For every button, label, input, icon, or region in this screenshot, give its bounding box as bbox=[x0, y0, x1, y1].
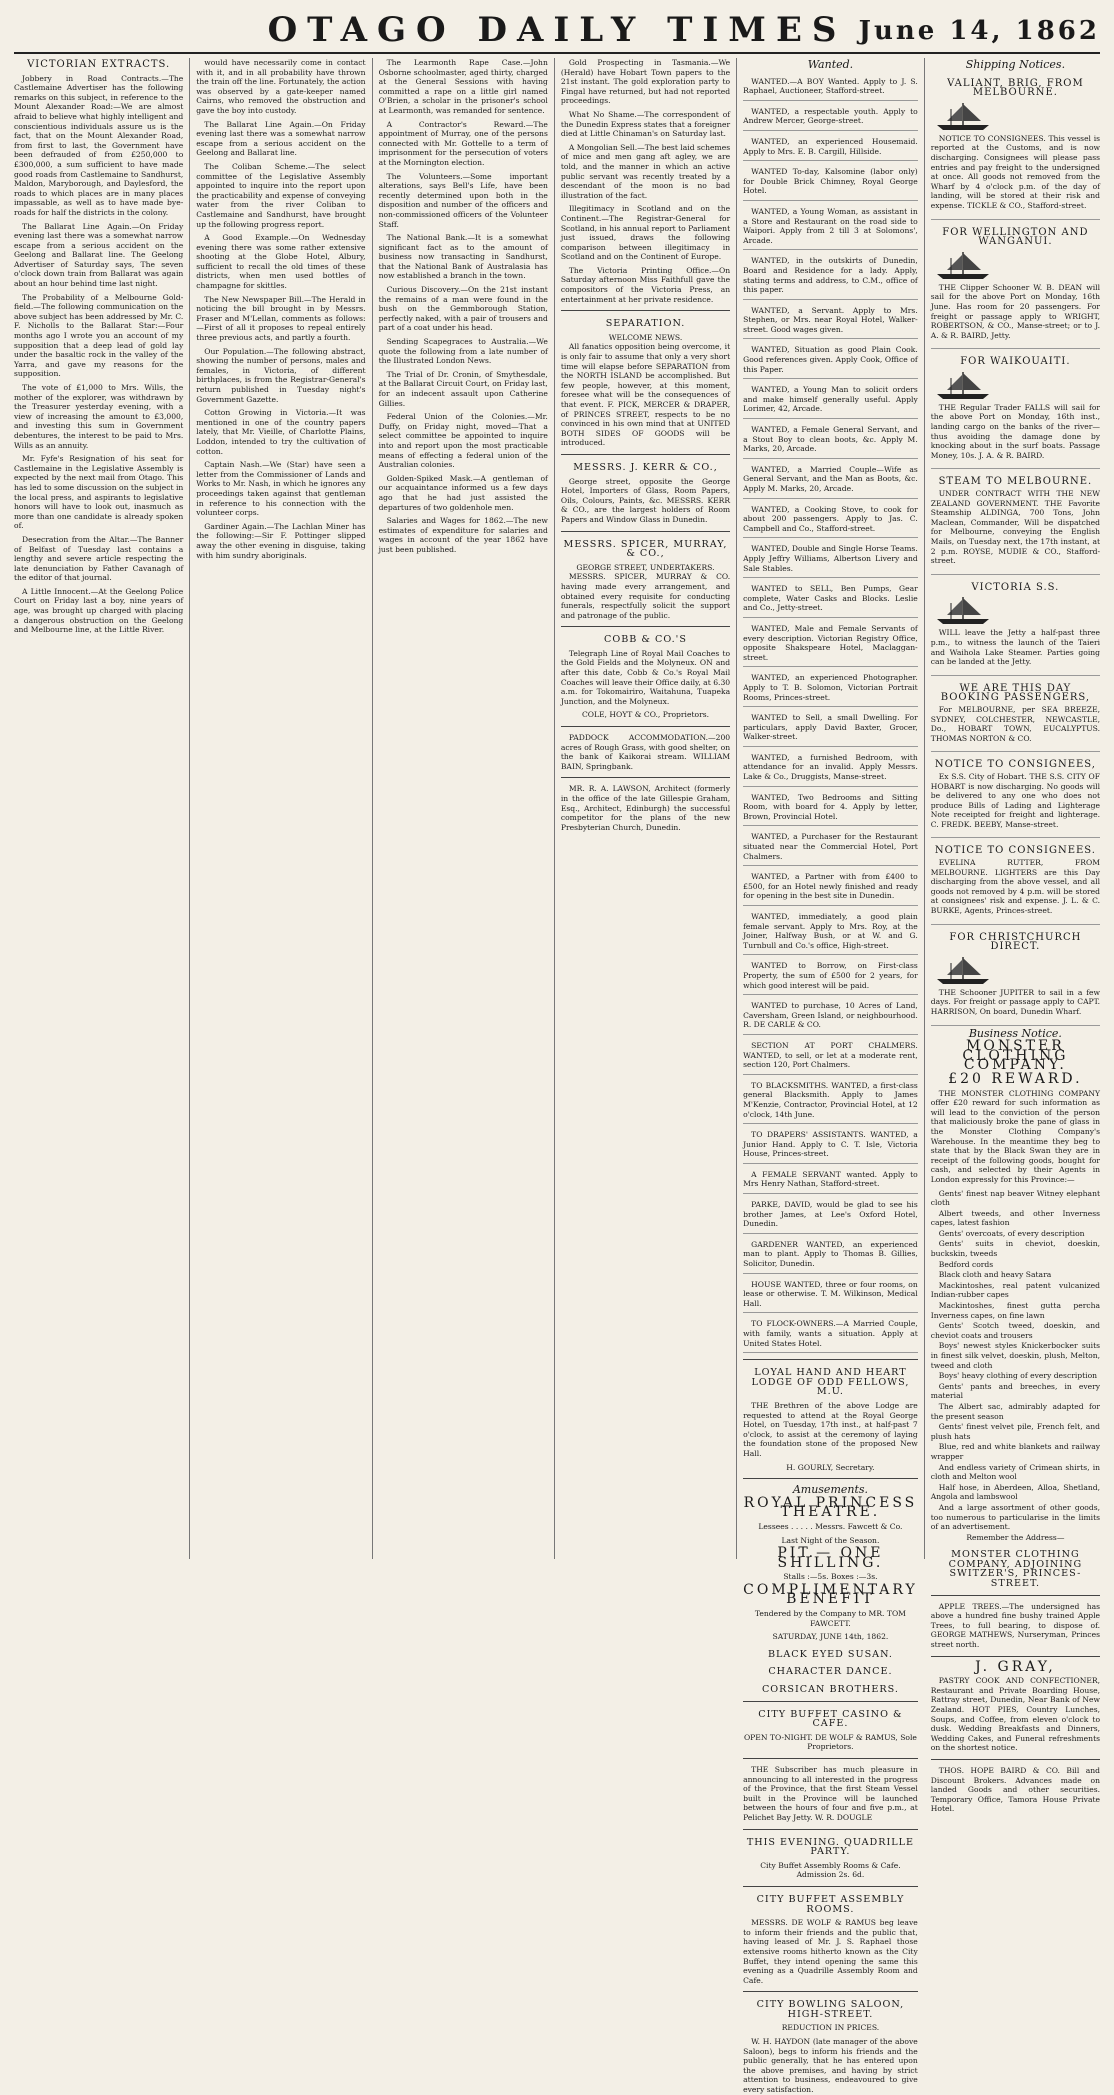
shipping-ad-text: EVELINA RUTTER, FROM MELBOURNE. LIGHTERS are this Day discharging from the above vessel, and all goods not removed by 4 p.m. will be stored at consignees' risk and expense. J. L. & C. BURKE, Agents, Princes-street. bbox=[930, 858, 1101, 916]
ad-text: PADDOCK ACCOMMODATION.—200 acres of Rough Grass, with good shelter, on the bank of Kaikorai stream. WILLIAM BAIN, Springbank. bbox=[560, 733, 731, 771]
ship-icon bbox=[931, 370, 1100, 400]
shipping-ad-heading: VICTORIA S.S. bbox=[971, 581, 1060, 593]
article-paragraph: A Mongolian Sell.—The best laid schemes of mice and men gang aft agley, we are told, and the manner in which an active public servant was recently treated by a descendant of the moon is no bad illustration of the fact. bbox=[560, 142, 731, 200]
wanted-ad: WANTED, a Young Woman, as assistant in a Store and Restaurant on the road side to Waipori. Apply from 2 till 3 at Solomons', Arcade. bbox=[743, 204, 918, 250]
article-paragraph: The Volunteers.—Some important alterations, says Bell's Life, have been recently determined upon both in the disposition and number of the officers and non-commissioned officers of the Volunteer Staff. bbox=[378, 171, 548, 229]
ad-heading: THIS EVENING. QUADRILLE PARTY. bbox=[746, 1836, 915, 1858]
goods-item: Half hose, in Aberdeen, Alloa, Shetland, Angola and lambswool bbox=[930, 1482, 1101, 1502]
shipping-ad-heading: NOTICE TO CONSIGNEES. bbox=[934, 845, 1096, 857]
wanted-list bbox=[743, 74, 918, 1354]
ad-text: All fanatics opposition being overcome, it is only fair to assume that only a very short time will elapse before SEPARATION from the NORTH ISLAND be accomplished. But few people, however, at this moment, foresee what will be the consequences of that event. F. PICK, MERCER & DRAPER, of PRINCES STREET, respects to be no convinced in his own mind that at UNITED BOTH SIDES OF GOODS will be introduced. bbox=[560, 342, 731, 448]
seat-prices: Stalls :—5s. Boxes :—3s. bbox=[783, 1572, 878, 1582]
pit-price: PIT.— ONE SHILLING. bbox=[777, 1545, 884, 1571]
wanted-ad: WANTED to Sell, a small Dwelling. For particulars, apply David Baxter, Grocer, Walker-street. bbox=[743, 710, 918, 747]
divider bbox=[561, 454, 730, 455]
goods-item: Black cloth and heavy Satara bbox=[938, 1270, 1052, 1280]
ad-text: W. H. HAYDON (late manager of the above Saloon), begs to inform his friends and the public generally, that he has entered upon the above premises, and having by strict attention to business, endeavoured to give every satisfaction. bbox=[743, 2037, 918, 2095]
shipping-ad-text: THE Schooner JUPITER to sail in a few days. For freight or passage apply to CAPT. HARRISON, On board, Dunedin Wharf. bbox=[930, 987, 1101, 1016]
wanted-ad: WANTED.—A BOY Wanted. Apply to J. S. Raphael, Auctioneer, Stafford-street. bbox=[743, 74, 918, 101]
ad-text: OPEN TO-NIGHT. DE WOLF & RAMUS, Sole Proprietors. bbox=[743, 1732, 917, 1752]
article-paragraph: Cotton Growing in Victoria.—It was mentioned in one of the country papers lately, that Mr. Vieille, of Charlotte Plains, Loddon, intended to try the cultivation of cotton. bbox=[196, 408, 366, 456]
ad-heading: MONSTER CLOTHING COMPANY, ADJOINING SWITZER'S, PRINCES-STREET. bbox=[948, 1549, 1083, 1590]
column-6 bbox=[924, 58, 1101, 1814]
article-paragraph: The Victoria Printing Office.—On Saturday afternoon Miss Faithfull gave the compositors of the Victoria Press, an entertainment at her private residence. bbox=[560, 265, 731, 304]
goods-item: And endless variety of Crimean shirts, in cloth and Melton wool bbox=[930, 1462, 1101, 1482]
article-paragraph: The Probability of a Melbourne Gold-field.—The following communication on the above subject has been addressed by Mr. C. F. Nicholls to the Ballarat Star:—Four months ago I wrote you an account of my supposition that a deep lead of gold lay under the basaltic rock in the valley of the Yarra, and gave my reasons for the supposition. bbox=[14, 292, 184, 379]
ad-subheading: WELCOME NEWS. bbox=[608, 332, 683, 342]
goods-item: The Albert sac, admirably adapted for the present season bbox=[930, 1401, 1101, 1421]
benefit-tendered: Tendered by the Company to MR. TOM FAWCETT. bbox=[754, 1609, 906, 1628]
shipping-ad-heading: NOTICE TO CONSIGNEES, bbox=[934, 759, 1096, 771]
columns bbox=[14, 58, 1101, 2095]
shipping-ad-text: THE Clipper Schooner W. B. DEAN will sail for the above Port on Monday, 16th June. Has room for 20 passengers. For freight or passage apply to WRIGHT, ROBERTSON, & CO., Manse-street; or to J. A. & R. BAIRD, Jetty. bbox=[930, 282, 1101, 340]
ad-text: THE Subscriber has much pleasure in announcing to all interested in the progress of the Province, that the first Steam Vessel built in the Province will be launched between the hours of four and five p.m., at Pelichet Bay Jetty. W. R. DOUGLE bbox=[743, 1765, 918, 1822]
ship-icon bbox=[931, 595, 1100, 625]
ad-text: APPLE TREES.—The undersigned has above a hundred fine bushy trained Apple Trees, to full bearing, to dispose of. GEORGE MATHEWS, Nurseryman, Princes street north. bbox=[930, 1601, 1101, 1650]
wanted-ad: WANTED, an experienced Housemaid. Apply to Mrs. E. B. Cargill, Hillside. bbox=[743, 134, 918, 161]
ad-heading: MESSRS. SPICER, MURRAY, & CO., bbox=[563, 538, 728, 560]
divider bbox=[561, 531, 730, 532]
ad-heading: CITY BUFFET ASSEMBLY ROOMS. bbox=[756, 1893, 905, 1915]
play-title: BLACK EYED SUSAN. bbox=[767, 1648, 893, 1660]
wanted-ad: WANTED, Two Bedrooms and Sitting Room, with board for 4. Apply by letter, Brown, Provincial Hotel. bbox=[743, 790, 918, 827]
wanted-ad: WANTED, a Partner with from £400 to £500, for an Hotel newly finished and ready for opening in the best site in Dunedin. bbox=[743, 869, 918, 906]
article-paragraph: Our Population.—The following abstract, showing the number of persons, males and females, in Victoria, of different birthplaces, is from the Registrar-General's return published in Tuesday night's Government Gazette. bbox=[196, 346, 366, 404]
wanted-ad: WANTED, a Purchaser for the Restaurant situated near the Commercial Hotel, Port Chalmers. bbox=[743, 829, 918, 866]
section-heading: VICTORIAN EXTRACTS. bbox=[27, 59, 171, 70]
article-paragraph: A Little Innocent.—At the Geelong Police Court on Friday last a boy, nine years of age, was brought up charged with placing a dangerous obstruction on the Geelong and Melbourne line, at the Little River. bbox=[14, 586, 184, 635]
column-5 bbox=[736, 58, 924, 2095]
article-paragraph: The National Bank.—It is a somewhat significant fact as to the amount of business now transacting in Sandhurst, that the National Bank of Australasia has now established a branch in the town. bbox=[378, 233, 548, 281]
ad-text: THE Brethren of the above Lodge are requested to attend at the Royal George Hotel, on Tuesday, 17th inst., at half-past 7 o'clock, to assist at the ceremony of laying the foundation stone of the proposed New Hall. bbox=[743, 1400, 918, 1458]
divider bbox=[743, 1478, 918, 1479]
ad-heading: LOYAL HAND AND HEART LODGE OF ODD FELLOWS, M.U. bbox=[751, 1367, 910, 1398]
goods-item: Bedford cords bbox=[938, 1259, 994, 1269]
shipping-ad-heading: FOR CHRISTCHURCH DIRECT. bbox=[949, 931, 1082, 953]
shipping-ad-text: THE Regular Trader FALLS will sail for the above Port on Monday, 16th inst., landing cargo on the banks of the river—thus avoiding the damage done by knocking about in the surf boats. Passage Money, 10s. J. A. & R. BAIRD. bbox=[930, 402, 1101, 460]
divider bbox=[743, 1359, 918, 1360]
wanted-ad: TO DRAPERS' ASSISTANTS. WANTED, a Junior Hand. Apply to C. T. Isle, Victoria House, Princes-street. bbox=[743, 1127, 918, 1164]
theatre-heading: ROYAL PRINCESS THEATRE. bbox=[743, 1494, 918, 1521]
divider bbox=[561, 626, 730, 627]
shipping-ad bbox=[931, 578, 1100, 676]
play-title: CORSICAN BROTHERS. bbox=[761, 1684, 899, 1696]
article-paragraph: The Learmonth Rape Case.—John Osborne schoolmaster, aged thirty, charged at the General Sessions with having committed a rape on a little girl named O'Brien, a scholar in the prisoner's school at Learmonth, was remanded for sentence. bbox=[378, 58, 548, 115]
divider bbox=[931, 1595, 1100, 1596]
shipping-ad-heading: WE ARE THIS DAY BOOKING PASSENGERS, bbox=[940, 682, 1091, 704]
divider bbox=[743, 1758, 918, 1759]
shipping-ad bbox=[931, 841, 1100, 924]
monster-heading: MONSTER CLOTHING COMPANY. bbox=[962, 1038, 1069, 1074]
goods-item: Mackintoshes, finest gutta percha Inverness capes, on fine lawn bbox=[930, 1301, 1101, 1320]
ad-heading: MESSRS. J. KERR & CO., bbox=[573, 461, 718, 473]
ad-subheading: GEORGE STREET, UNDERTAKERS. bbox=[576, 562, 715, 572]
shipping-ad-text: Ex S.S. City of Hobart. THE S.S. CITY OF HOBART is now discharging. No goods will be delivered to any one who does not produce Bills of Lading and Lighterage Note receipted for freight and lighterage. C. FREDK. BEEBY, Manse-street. bbox=[930, 771, 1101, 829]
shipping-ad-heading: VALIANT, BRIG, FROM MELBOURNE. bbox=[947, 77, 1084, 99]
shipping-ad-text: NOTICE TO CONSIGNEES. This vessel is reported at the Customs, and is now discharging. Consignees will please pass entries and pay freight to the undersigned at once. All goods not removed from the Wharf by 4 o'clock p.m. of the day of landing, will be stored at their risk and expense. TICKLE & CO., Stafford-street. bbox=[930, 133, 1101, 210]
shipping-ads bbox=[931, 74, 1100, 1026]
article-paragraph: Mr. Fyfe's Resignation of his seat for Castlemaine in the Legislative Assembly is expected by the next mail from Otago. This has led to some discussion on the subject in the local press, and aspirants to legislative honors will have to look out, inasmuch as more than one candidate is already spoken of. bbox=[14, 454, 184, 531]
shipping-ad-text: WILL leave the Jetty a half-past three p.m., to witness the launch of the Taieri and Waihola Lake Steamer. Parties going can be landed at the Jetty. bbox=[930, 628, 1101, 667]
article-paragraph: Gold Prospecting in Tasmania.—We (Herald) have Hobart Town papers to the 21st instant. The gold exploration party to Fingal have returned, but had not reported proceedings. bbox=[560, 58, 731, 106]
wanted-ad: WANTED, a Cooking Stove, to cook for about 200 passengers. Apply to Jas. C. Campbell and Co., Stafford-street. bbox=[743, 502, 918, 539]
wanted-ad: WANTED, an experienced Photographer. Apply to T. B. Solomon, Victorian Portrait Rooms, Princes-street. bbox=[743, 670, 918, 707]
ad-text: City Buffet Assembly Rooms & Cafe. Admission 2s. 6d. bbox=[760, 1860, 901, 1880]
ad-text: MR. R. A. LAWSON, Architect (formerly in the office of the late Gillespie Graham, Esq., Architect, Edinburgh) the successful competitor for the plans of the new Presbyterian Church, Dunedin. bbox=[560, 784, 731, 832]
section-heading: Amusements. bbox=[792, 1483, 869, 1497]
ad-text: George street, opposite the George Hotel, Importers of Glass, Room Papers, Oils, Colours, Paints, &c. MESSRS. KERR & CO., are the largest holders of Room Papers and Window Glass in Dunedin. bbox=[560, 476, 731, 524]
wanted-ad: HOUSE WANTED, three or four rooms, on lease or otherwise. T. M. Wilkinson, Medical Hall. bbox=[743, 1277, 918, 1314]
wanted-ad: WANTED, a Married Couple—Wife as General Servant, and the Man as Boots, &c. Apply M. Marks, 20, Arcade. bbox=[743, 462, 918, 499]
ad-text: Remember the Address— bbox=[966, 1532, 1065, 1542]
shipping-ad bbox=[931, 755, 1100, 838]
article-paragraph: A Good Example.—On Wednesday evening there was some rather extensive shooting at the Globe Hotel, Albury, sufficient to recall the old times of these districts, when men used bottles of champagne for skittles. bbox=[196, 233, 366, 291]
benefit-heading: COMPLIMENTARY BENEFIT bbox=[743, 1581, 918, 1608]
divider bbox=[931, 1759, 1100, 1760]
ad-text: PASTRY COOK AND CONFECTIONER, Restaurant and Private Boarding House, Rattray street, Dunedin, Near Bank of New Zealand. HOT PIES, Country Lunches, Soups, and Coffee, from eleven o'clock to dusk. Wedding Breakfasts and Dinners, Wedding Cakes, and Funeral refreshments on the shortest notice. bbox=[930, 1676, 1101, 1753]
shipping-ad bbox=[931, 223, 1100, 350]
shipping-ad bbox=[931, 74, 1100, 220]
column-2 bbox=[189, 58, 371, 1559]
ad-text: MESSRS. SPICER, MURRAY & CO. having made every arrangement, and obtained every requisite for conducting funerals, respectfully solicit the support and patronage of the public. bbox=[560, 572, 731, 620]
goods-item: Boys' newest styles Knickerbocker suits in finest silk velvet, doeskin, plush, Melton, tweed and cloth bbox=[930, 1341, 1101, 1370]
goods-item: Gents' overcoats, of every description bbox=[938, 1228, 1085, 1238]
goods-item: Blue, red and white blankets and railway wrapper bbox=[930, 1442, 1101, 1461]
divider bbox=[743, 1991, 918, 1992]
ad-signature: COLE, HOYT & CO., Proprietors. bbox=[581, 710, 710, 720]
wanted-ad: TO BLACKSMITHS. WANTED, a first-class general Blacksmith. Apply to James M'Kenzie, Contractor, Provincial Hotel, at 12 o'clock, 14th June. bbox=[743, 1078, 918, 1124]
article-paragraph: Desecration from the Altar.—The Banner of Belfast of Tuesday last contains a lengthy and severe article respecting the late denunciation by Father Cavanagh of the editor of that journal. bbox=[14, 534, 184, 583]
article-paragraph: The Coliban Scheme.—The select committee of the Legislative Assembly appointed to inquire into the report upon the practicability and expense of conveying water from the river Coliban to Castlemaine and Sandhurst, have brought up the following progress report. bbox=[196, 161, 366, 229]
article-paragraph: Curious Discovery.—On the 21st instant the remains of a man were found in the bush on the Gemmborough Station, perfectly naked, with a pair of trousers and part of a coat under his head. bbox=[378, 285, 548, 333]
ad-subheading: REDUCTION IN PRICES. bbox=[781, 2023, 880, 2033]
wanted-ad: WANTED, a Young Man to solicit orders and make himself generally useful. Apply Lorimer, 42, Arcade. bbox=[743, 382, 918, 419]
gray-heading: J. GRAY, bbox=[975, 1658, 1056, 1675]
article-paragraph: Salaries and Wages for 1862.—The new estimates of expenditure for salaries and wages in account of the year 1862 have just been published. bbox=[378, 516, 548, 554]
ad-text: THE MONSTER CLOTHING COMPANY offer £20 reward for such information as will lead to the conviction of the person that maliciously broke the pane of glass in the Monster Clothing Company's Warehouse. In the meantime they beg to state that by the Black Swan they are in receipt of the following goods, bought for cash, and selected by their Agents in London expressly for this Province:— bbox=[930, 1088, 1101, 1184]
masthead bbox=[14, 10, 1100, 54]
goods-item: Gents' Scotch tweed, doeskin, and cheviot coats and trousers bbox=[930, 1321, 1101, 1340]
ad-heading: CITY BOWLING SALOON, HIGH-STREET. bbox=[756, 1999, 905, 2020]
shipping-ad-text: UNDER CONTRACT WITH THE NEW ZEALAND GOVERNMENT. THE Favorite Steamship ALDINGA, 700 Tons, John Maclean, Commander, Will be dispatched for Melbourne, conveying the English Mails, on Tuesday next, the 17th instant, at 2 p.m. ROYSE, MUDIE & CO., Stafford-street. bbox=[930, 489, 1101, 566]
theatre-lessees: Lessees . . . . . Messrs. Fawcett & Co. bbox=[758, 1521, 903, 1531]
article-paragraph: The Ballarat Line Again.—On Friday evening last there was a somewhat narrow escape from a serious accident on the Geelong and Ballarat line. The Geelong Advertiser of Saturday says, The seven o'clock down train from Ballarat was again about an hour behind time last night. bbox=[14, 221, 184, 289]
section-heading: Wanted. bbox=[807, 58, 854, 71]
ship-icon bbox=[931, 101, 1100, 131]
goods-item: Gents' finest velvet pile, French felt, and plush hats bbox=[930, 1422, 1101, 1441]
article-paragraph: Illegitimacy in Scotland and on the Continent.—The Registrar-General for Scotland, in his annual report to Parliament just issued, draws the following comparison between illegitimacy in Scotland and on the Continent of Europe. bbox=[560, 204, 731, 262]
ad-heading: CITY BUFFET CASINO & CAFE. bbox=[758, 1708, 903, 1730]
shipping-ad-heading: FOR WELLINGTON AND WANGANUI. bbox=[942, 226, 1089, 248]
article-paragraph: Jobbery in Road Contracts.—The Castlemaine Advertiser has the following remarks on this subject, in reference to the Mount Alexander Road:—We are almost afraid to believe what highly intelligent and conscientious individuals assure us is the fact, that on the Mount Alexander Road, from first to last, the Government have been defrauded of from £250,000 to £300,000, a sum sufficient to have made good roads from Castlemaine to Sandhurst, Maldon, Maryborough, and Daylesford, the roads to which places are in many places impassable, as well as to have made bye-roads for half the districts in the colony. bbox=[14, 73, 184, 217]
goods-item: Gents' finest nap beaver Witney elephant cloth bbox=[930, 1188, 1101, 1208]
wanted-ad: WANTED, a Servant. Apply to Mrs. Stephen, or Mrs. near Royal Hotel, Walker-street. Good wages given. bbox=[743, 303, 918, 340]
goods-item: Gents' suits in cheviot, doeskin, buckskin, tweeds bbox=[930, 1239, 1101, 1259]
column-4 bbox=[554, 58, 736, 1559]
wanted-ad: WANTED, a respectable youth. Apply to Andrew Mercer, George-street. bbox=[743, 104, 918, 131]
divider bbox=[931, 1656, 1100, 1657]
goods-item: Mackintoshes, real patent vulcanized Indian-rubber capes bbox=[930, 1280, 1101, 1300]
shipping-ad bbox=[931, 472, 1100, 574]
wanted-ad: WANTED To-day, Kalsomine (labor only) for Double Brick Chimney, Royal George Hotel. bbox=[743, 164, 918, 201]
shipping-ad bbox=[931, 679, 1100, 753]
divider bbox=[743, 1829, 918, 1830]
wanted-ad: GARDENER WANTED, an experienced man to plant. Apply to Thomas B. Gillies, Solicitor, Dunedin. bbox=[743, 1237, 918, 1274]
wanted-ad: WANTED, immediately, a good plain female servant. Apply to Mrs. Roy, at the Joiner, Halfway Bush, or at W. and G. Turnbull and Co.'s office, High-street. bbox=[743, 909, 918, 955]
wanted-ad: WANTED, a furnished Bedroom, with attendance for an invalid. Apply Messrs. Lake & Co., Druggists, Manse-street. bbox=[743, 750, 918, 787]
shipping-ad bbox=[931, 928, 1100, 1026]
wanted-ad: WANTED to Borrow, on First-class Property, the sum of £500 for 2 years, for which good interest will be paid. bbox=[743, 958, 918, 995]
article-paragraph: The Ballarat Line Again.—On Friday evening last there was a somewhat narrow escape from a serious accident on the Geelong and Ballarat line. bbox=[196, 119, 366, 158]
article-paragraph: Federal Union of the Colonies.—Mr. Duffy, on Friday night, moved—That a select committee be appointed to inquire into and report upon the most practicable means of effecting a federal union of the Australian colonies. bbox=[378, 412, 548, 470]
divider bbox=[561, 777, 730, 778]
article-paragraph: Gardiner Again.—The Lachlan Miner has the following:—Sir F. Pottinger slipped away the other evening in disguise, taking with him sundry aboriginals. bbox=[196, 521, 366, 560]
wanted-ad: PARKE, DAVID, would be glad to see his brother James, at Lee's Oxford Hotel, Dunedin. bbox=[743, 1197, 918, 1234]
ad-signature: H. GOURLY, Secretary. bbox=[786, 1462, 875, 1472]
wanted-ad: WANTED, a Female General Servant, and a Stout Boy to clean boots, &c. Apply M. Marks, 20, Arcade. bbox=[743, 422, 918, 459]
issue-date: June 14, 1862 bbox=[858, 16, 1100, 46]
goods-item: And a large assortment of other goods, too numerous to particularise in the limits of an advertisement. bbox=[930, 1502, 1101, 1532]
article-paragraph: The New Newspaper Bill.—The Herald in noticing the bill brought in by Messrs. Fraser and M'Lellan, comments as follows:—First of all it proposes to repeal entirely three previous acts, and partly a fourth. bbox=[196, 294, 366, 343]
article-paragraph: A Contractor's Reward.—The appointment of Murray, one of the persons connected with Mr. Gottelle to a term of imprisonment for the persecution of voters at the Mornington election. bbox=[378, 119, 548, 167]
shipping-ad-heading: STEAM TO MELBOURNE. bbox=[938, 476, 1093, 488]
shipping-ad-text: For MELBOURNE, per SEA BREEZE, SYDNEY, COLCHESTER, NEWCASTLE, Do., HOBART TOWN, EUCALYPTUS. THOMAS NORTON & CO. bbox=[930, 704, 1101, 743]
section-heading: Business Notice. bbox=[968, 1026, 1062, 1040]
ad-heading: COBB & CO.'S bbox=[604, 634, 687, 646]
divider bbox=[561, 310, 730, 311]
ad-text: Telegraph Line of Royal Mail Coaches to the Gold Fields and the Molyneux. ON and after this date, Cobb & Co.'s Royal Mail Coaches will leave their Office daily, at 6.30 a.m. for Tokomairiro, Waitahuna, Tuapeka Junction, and the Molyneux. bbox=[560, 648, 731, 706]
article-paragraph: The vote of £1,000 to Mrs. Wills, the mother of the explorer, was withdrawn by the Treasurer yesterday evening, with a view of increasing the amount to £3,000, and investing this sum in Government debentures, the interest to be paid to Mrs. Wills as an annuity. bbox=[14, 383, 184, 450]
article-paragraph: would have necessarily come in contact with it, and in all probability have thrown the train off the line. Fortunately, the action was observed by a gate-keeper named Cairns, who removed the obstruction and gave the boy into custody. bbox=[196, 58, 366, 115]
article-paragraph: Captain Nash.—We (Star) have seen a letter from the Commissioner of Lands and Works to Mr. Nash, in which he ignores any proceedings taken against that gentleman in reference to his connection with the volunteer corps. bbox=[196, 460, 366, 518]
goods-item: Albert tweeds, and other Inverness capes, latest fashion bbox=[930, 1208, 1101, 1228]
wanted-ad: WANTED, in the outskirts of Dunedin, Board and Residence for a lady. Apply, stating terms and address, to C.M., office of this paper. bbox=[743, 253, 918, 299]
section-heading: Shipping Notices. bbox=[965, 58, 1066, 71]
ad-heading: SEPARATION. bbox=[605, 318, 686, 330]
shipping-ad bbox=[931, 352, 1100, 469]
column-1 bbox=[14, 58, 189, 1559]
article-paragraph: The Trial of Dr. Cronin, of Smythesdale, at the Ballarat Circuit Court, on Friday last, for an indecent assault upon Catherine Gillies. bbox=[378, 369, 548, 408]
divider bbox=[743, 1701, 918, 1702]
wanted-ad: WANTED, Situation as good Plain Cook. Good references given. Apply Cook, Office of this Paper. bbox=[743, 342, 918, 379]
article-paragraph: Sending Scapegraces to Australia.—We quote the following from a late number of the Illustrated London News. bbox=[378, 337, 548, 366]
goods-item: Gents' pants and breeches, in every material bbox=[930, 1381, 1101, 1401]
ship-icon bbox=[931, 250, 1100, 280]
play-title: CHARACTER DANCE. bbox=[768, 1666, 893, 1678]
reward-heading: £20 REWARD. bbox=[948, 1070, 1083, 1087]
newspaper-title: OTAGO DAILY TIMES bbox=[267, 10, 847, 50]
column-3 bbox=[372, 58, 554, 1559]
wanted-ad: A FEMALE SERVANT wanted. Apply to Mrs Henry Nathan, Stafford-street. bbox=[743, 1167, 918, 1194]
article-paragraph: Golden-Spiked Mask.—A gentleman of our acquaintance informed us a few days ago that he had just assisted the departures of two goldenhole men. bbox=[378, 473, 548, 512]
shipping-ad-heading: FOR WAIKOUAITI. bbox=[960, 356, 1071, 368]
article-paragraph: What No Shame.—The correspondent of the Dunedin Express states that a foreigner died at Little Chinaman's on Saturday last. bbox=[560, 109, 731, 139]
theatre-notice: Last Night of the Season. bbox=[781, 1535, 880, 1545]
ship-icon bbox=[931, 955, 1100, 985]
ad-text: THOS. HOPE BAIRD & CO. Bill and Discount Brokers. Advances made on landed Goods and other securities. Temporary Office, Tamora House Private Hotel. bbox=[930, 1765, 1101, 1814]
wanted-ad: WANTED to SELL, Ben Pumps, Gear complete, Water Casks and Blocks. Leslie and Co., Jetty-street. bbox=[743, 581, 918, 618]
wanted-ad: TO FLOCK-OWNERS.—A Married Couple, with family, wants a situation. Apply at United States Hotel. bbox=[743, 1316, 918, 1353]
goods-list bbox=[931, 1189, 1100, 1532]
benefit-date: SATURDAY, JUNE 14th, 1862. bbox=[772, 1632, 889, 1642]
divider bbox=[743, 1886, 918, 1887]
wanted-ad: WANTED to purchase, 10 Acres of Land, Caversham, Green Island, or neighbourhood. R. DE CARLE & CO. bbox=[743, 998, 918, 1035]
wanted-ad: WANTED, Male and Female Servants of every description. Victorian Registry Office, opposite Shakspeare Hotel, Maclaggan-street. bbox=[743, 621, 918, 667]
wanted-ad: WANTED, Double and Single Horse Teams. Apply Jeffry Williams, Albertson Livery and Sale Stables. bbox=[743, 541, 918, 578]
wanted-ad: SECTION AT PORT CHALMERS. WANTED, to sell, or let at a moderate rent, section 120, Port Chalmers. bbox=[743, 1038, 918, 1075]
goods-item: Boys' heavy clothing of every description bbox=[938, 1371, 1098, 1381]
divider bbox=[561, 726, 730, 727]
ad-text: MESSRS. DE WOLF & RAMUS beg leave to inform their friends and the public that, having leased of Mr. J. S. Raphael those extensive rooms hitherto known as the City Buffet, they intend opening the same this evening as a Quadrille Assembly Room and Cafe. bbox=[743, 1918, 918, 1985]
